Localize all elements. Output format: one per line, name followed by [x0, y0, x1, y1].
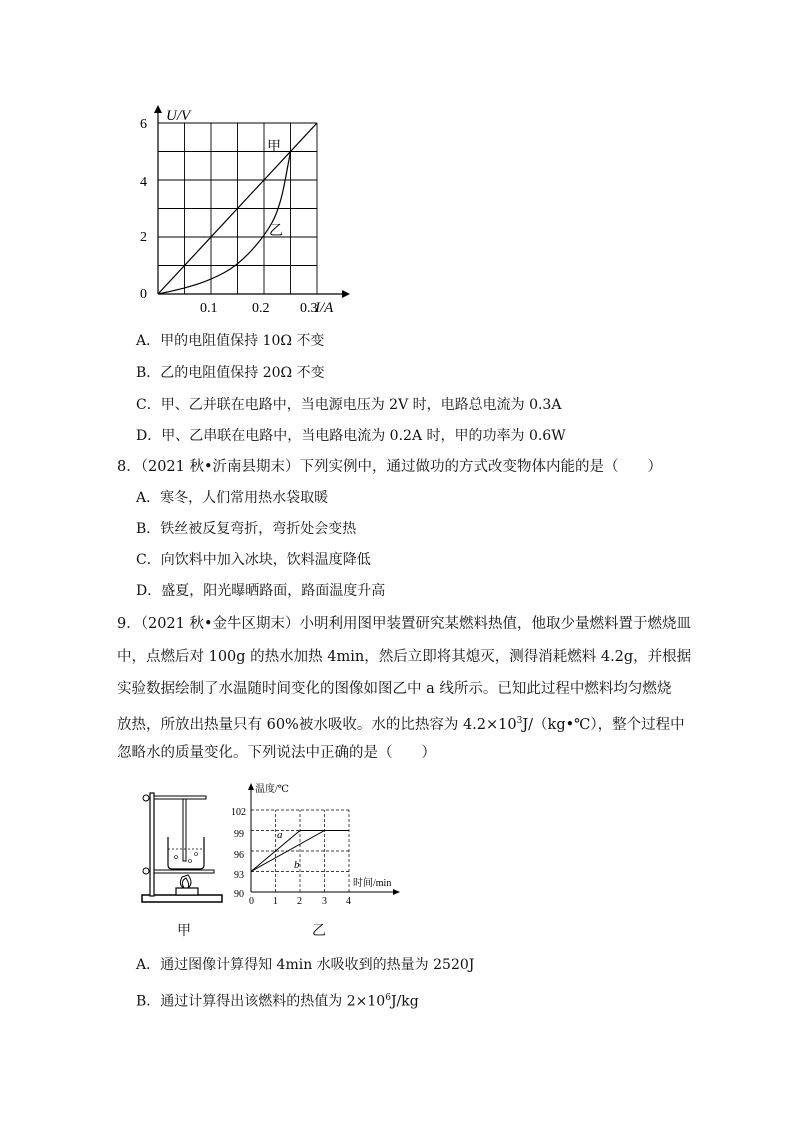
stand-rod — [150, 793, 154, 896]
ui-graph-y-tick-0: 0 — [140, 287, 147, 302]
ring-clamp-arm — [154, 870, 214, 873]
temp-graph-label-b: b — [294, 859, 300, 871]
temp-graph-y-label: 温度/℃ — [255, 784, 289, 795]
ui-graph-y-tick-6: 6 — [140, 117, 147, 132]
temp-graph-y-arrow — [248, 783, 254, 790]
temp-graph-x-arrow — [393, 889, 400, 895]
q9-stem-line-5: 忽略水的质量变化。下列说法中正确的是（ ） — [117, 745, 436, 761]
temp-graph-label-a: a — [277, 829, 283, 841]
q9-stem-line-4: 放热，所放出热量只有 60%被水吸收。水的比热容为 $4.2\times 10^3J/(kg•℃)$，整个过程中 — [117, 716, 685, 733]
q8-stem: 8．（2021 秋•沂南县期末）下列实例中，通过做功的方式改变物体内能的是（ ） — [117, 459, 663, 475]
q9-stem-line-1: 9．（2021 秋•金牛区期末）小明利用图甲装置研究某燃料热值，他取少量燃料置于燃烧皿 — [117, 616, 692, 632]
temp-graph-y-tick-102: 102 — [231, 807, 246, 818]
q8-option-b[interactable]: B．铁丝被反复弯折，弯折处会变热 — [136, 521, 357, 537]
caption-jia: 甲 — [177, 923, 191, 939]
flame — [180, 875, 191, 888]
q9-option-a[interactable]: A．通过图像计算得知 4min 水吸收到的热量为 2520J — [136, 957, 475, 973]
ui-graph-y-arrow — [154, 105, 162, 113]
q7-option-a[interactable]: A．甲的电阻值保持 10Ω 不变 — [136, 333, 325, 349]
q8-option-c[interactable]: C．向饮料中加入冰块，饮料温度降低 — [136, 552, 371, 568]
temp-graph-y-tick-90: 90 — [234, 889, 244, 900]
q9-option-b[interactable]: B．通过计算得出该燃料的热值为 $2\times 10^6J/kg$ — [136, 993, 419, 1010]
q7-option-c[interactable]: C．甲、乙并联在电路中，当电源电压为 2V 时，电路总电流为 0.3A — [136, 397, 562, 413]
thermometer — [183, 799, 186, 861]
ui-graph-x-tick-0.2: 0.2 — [252, 301, 270, 316]
ui-graph-label-jia: 甲 — [267, 140, 281, 155]
ui-graph-y-label: U/V — [166, 108, 191, 124]
bubble — [189, 860, 192, 863]
temp-graph — [225, 780, 405, 910]
ui-graph-x-label: I/A — [315, 300, 334, 316]
q9-stem-line-2: 中，点燃后对 100g 的热水加热 4min，然后立即将其熄灭，测得消耗燃料 4.2g，并根据 — [117, 649, 692, 665]
bubble — [195, 853, 198, 856]
temp-graph-x-tick-3: 3 — [322, 896, 327, 907]
q7-option-d[interactable]: D．甲、乙串联在电路中，当电路电流为 0.2A 时，甲的功率为 0.6W — [136, 428, 566, 444]
temp-graph-grid — [251, 810, 349, 892]
q8-option-a[interactable]: A．寒冬，人们常用热水袋取暖 — [136, 490, 329, 506]
upper-clamp-screw — [143, 795, 149, 801]
temp-graph-x-tick-0: 0 — [249, 896, 254, 907]
ui-graph-y-tick-4: 4 — [140, 175, 147, 190]
temp-graph-x-tick-1: 1 — [273, 896, 278, 907]
apparatus-figure — [138, 785, 228, 910]
burner-dish — [176, 888, 198, 895]
temp-graph-x-tick-2: 2 — [297, 896, 302, 907]
ui-graph — [130, 100, 360, 320]
q7-option-b[interactable]: B．乙的电阻值保持 20Ω 不变 — [136, 365, 325, 381]
temp-graph-x-label: 时间/min — [353, 878, 392, 889]
caption-yi: 乙 — [312, 923, 326, 939]
ui-graph-x-tick-0.3: 0.3 — [300, 301, 318, 316]
ui-graph-x-arrow — [342, 290, 350, 298]
bubble — [175, 856, 178, 859]
temp-graph-x-tick-4: 4 — [346, 896, 351, 907]
ui-graph-x-tick-0.1: 0.1 — [200, 301, 218, 316]
temp-graph-y-tick-96: 96 — [234, 850, 244, 861]
q8-option-d[interactable]: D．盛夏，阳光曝晒路面，路面温度升高 — [136, 583, 386, 599]
temp-graph-y-tick-99: 99 — [234, 829, 244, 840]
temp-graph-y-tick-93: 93 — [234, 870, 244, 881]
q9-stem-line-3: 实验数据绘制了水温随时间变化的图像如图乙中 a 线所示。已知此过程中燃料均匀燃烧 — [117, 681, 672, 697]
upper-clamp-arm — [154, 796, 206, 799]
ui-graph-label-yi: 乙 — [269, 224, 283, 239]
ui-graph-y-tick-2: 2 — [140, 230, 147, 245]
lower-clamp-screw — [143, 868, 149, 874]
